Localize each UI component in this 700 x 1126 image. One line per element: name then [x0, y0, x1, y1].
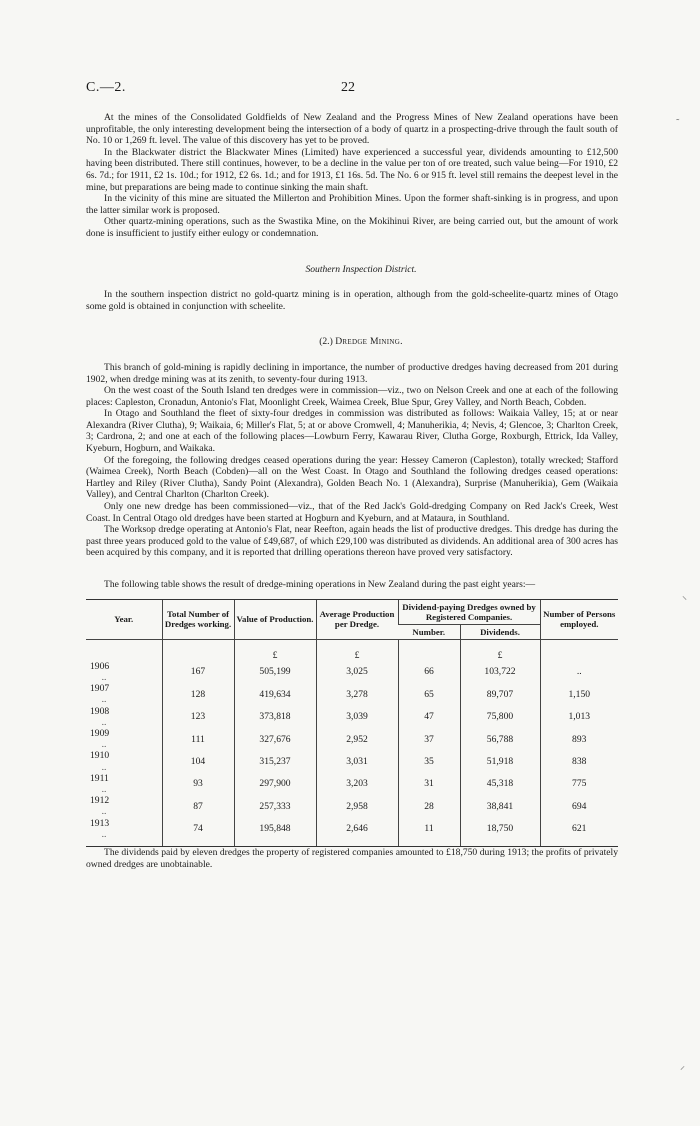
- cell-persons: 621: [540, 818, 618, 847]
- cell-year: 1911: [90, 772, 109, 784]
- header-dividends: Dividends.: [460, 624, 540, 639]
- cell-total: 87: [162, 795, 234, 817]
- units-row: [86, 639, 618, 661]
- paragraph: In the southern inspection district no gold-quartz mining is in operation, although from the gold-scheelite-quartz mines of Otago some gold is obtained in conjunction with scheelite.: [86, 289, 618, 312]
- cell-dividends: 89,707: [460, 683, 540, 705]
- cell-value: 505,199: [234, 661, 316, 683]
- cell-number: 65: [398, 683, 460, 705]
- paragraph: On the west coast of the South Island ten dredges were in commission—viz., two on Nelson Creek and one at each of the following places: Capleston, Cronadun, Antonio's Flat, Moonlight Creek, Waimea Creek, Blue Spur, Grey Valley, and North Beach, Cobden.: [86, 385, 618, 408]
- leader-dots: ..: [101, 672, 107, 683]
- unit-symbol: £: [460, 639, 540, 661]
- cell-dividends: 45,318: [460, 773, 540, 795]
- section-title: Dredge Mining.: [335, 336, 403, 348]
- paragraph: The Worksop dredge operating at Antonio's Flat, near Reefton, again heads the list of productive dredges. This dredge has during the past three years produced gold to the value of £49,687, of which £29,100 was distributed as dividends. An additional area of 300 acres has been acquired by this company, and it is reported that drilling operations thereon have proved very satisfactory.: [86, 524, 618, 559]
- report-code: C.—2.: [86, 80, 126, 95]
- leader-dots: ..: [101, 828, 107, 840]
- cell-average: 3,031: [316, 750, 398, 772]
- leader-dots: ..: [101, 784, 107, 796]
- cell-value: 257,333: [234, 795, 316, 817]
- cell-persons: 1,013: [540, 706, 618, 728]
- cell-total: 93: [162, 773, 234, 795]
- cell-persons: 838: [540, 750, 618, 772]
- unit-symbol: £: [316, 639, 398, 661]
- paragraph: In the vicinity of this mine are situated the Millerton and Prohibition Mines. Upon the former shaft-sinking is in progress, and upon the latter similar work is proposed.: [86, 193, 618, 216]
- cell-number: 66: [398, 661, 460, 683]
- cell-total: 111: [162, 728, 234, 750]
- cell-value: 327,676: [234, 728, 316, 750]
- cell-average: 2,958: [316, 795, 398, 817]
- cell-persons: 694: [540, 795, 618, 817]
- margin-mark: ⸝: [680, 1061, 685, 1072]
- cell-average: 3,278: [316, 683, 398, 705]
- cell-year: 1912: [90, 795, 110, 807]
- cell-year: 1906: [90, 660, 110, 672]
- paragraph: At the mines of the Consolidated Goldfields of New Zealand and the Progress Mines of New Zealand operations have been unprofitable, the only interesting development being the intersection of a body of quartz in a prospecting-drive through the fault south of No. 10 or 1,269 ft. level. The value of this discovery has yet to be proved.: [86, 112, 618, 147]
- margin-mark: ˜: [676, 118, 680, 129]
- table-row: [86, 683, 618, 705]
- table-row: [86, 750, 618, 772]
- leader-dots: ..: [101, 806, 107, 818]
- page-number: 22: [341, 80, 355, 95]
- header-average: Average Production per Dredge.: [316, 599, 398, 639]
- southern-district-heading: Southern Inspection District.: [305, 263, 417, 275]
- header-dividend-group: Dividend-paying Dredges owned by Registered Companies.: [398, 599, 540, 624]
- cell-value: 315,237: [234, 750, 316, 772]
- leader-dots: ..: [101, 761, 107, 773]
- closing-paragraph: The dividends paid by eleven dredges the property of registered companies amounted to £18,750 during 1913; the profits of privately owned dredges are unobtainable.: [86, 847, 618, 870]
- cell-persons: ..: [540, 661, 618, 683]
- paragraph: Other quartz-mining operations, such as the Swastika Mine, on the Mokihinui River, are being carried out, but the amount of work done is insufficient to justify either eulogy or condemnation.: [86, 216, 618, 239]
- header-year: Year.: [86, 599, 162, 639]
- cell-dividends: 103,722: [460, 661, 540, 683]
- cell-average: 2,646: [316, 818, 398, 847]
- paragraph: This branch of gold-mining is rapidly declining in importance, the number of productive dredges having decreased from 201 during 1902, when dredge mining was at its zenith, to seventy-four during 1913.: [86, 361, 618, 385]
- cell-number: 35: [398, 750, 460, 772]
- cell-dividends: 38,841: [460, 795, 540, 817]
- cell-persons: 1,150: [540, 683, 618, 705]
- cell-number: 28: [398, 795, 460, 817]
- section-number: (2.): [319, 336, 333, 348]
- cell-average: 2,952: [316, 728, 398, 750]
- cell-total: 128: [162, 683, 234, 705]
- cell-value: 373,818: [234, 706, 316, 728]
- unit-symbol: £: [234, 639, 316, 661]
- cell-dividends: 51,918: [460, 750, 540, 772]
- cell-total: 167: [162, 661, 234, 683]
- cell-number: 47: [398, 706, 460, 728]
- table-row: [86, 773, 618, 795]
- table-row: [86, 661, 618, 683]
- cell-average: 3,203: [316, 773, 398, 795]
- paragraph: Only one new dredge has been commissioned—viz., that of the Red Jack's Gold-dredging Company on Red Jack's Creek, West Coast. In Central Otago old dredges have been started at Hogburn and Kyeburn, and at Mataura, in Southland.: [86, 501, 618, 524]
- cell-average: 3,039: [316, 706, 398, 728]
- cell-average: 3,025: [316, 661, 398, 683]
- header-number: Number.: [398, 624, 460, 639]
- leader-dots: ..: [101, 694, 107, 706]
- cell-persons: 893: [540, 728, 618, 750]
- header-total-dredges: Total Number of Dredges working.: [162, 599, 234, 639]
- body-text: [86, 112, 618, 870]
- page-header: [86, 80, 616, 102]
- cell-value: 419,634: [234, 683, 316, 705]
- cell-year: 1907: [90, 683, 110, 695]
- cell-total: 104: [162, 750, 234, 772]
- paragraph: In Otago and Southland the fleet of sixty-four dredges in commission was distributed as follows: Waikaia Valley, 15; at or near Alexandra (River Clutha), 9; Waikaia, 6; Miller's Flat, 5; at or above Cromwell, 4; Manuherikia, 4; Nevis, 4; Glencoe, 3; Charlton Creek, 3; Cardrona, 2; and one at each of the following places—Lowburn Ferry, Kawarau River, Clutha Gorge, Roxburgh, Ettrick, Ida Valley, Kyeburn, Hogburn, and Waikaka.: [86, 408, 618, 455]
- paragraph: Of the foregoing, the following dredges ceased operations during the year: Hessey Cameron (Capleston), totally wrecked; Stafford (Waimea Creek), North Beach (Cobden)—all on the West Coast. In Otago and Southland the following dredges ceased operations: Hartley and Riley (River Clutha), Sandy Point (Alexandra), Golden Beach No. 1 (Alexandra), Surprise (Manuherikia), Gem (Waikaia Valley), and Central Charlton (Charlton Creek).: [86, 454, 618, 501]
- cell-number: 37: [398, 728, 460, 750]
- paragraph: The following table shows the result of dredge-mining operations in New Zealand during the past eight years:—: [104, 579, 536, 590]
- cell-number: 11: [398, 818, 460, 847]
- table-row: [86, 818, 618, 847]
- cell-dividends: 56,788: [460, 728, 540, 750]
- cell-total: 74: [162, 818, 234, 847]
- cell-year: 1910: [90, 750, 110, 762]
- cell-value: 195,848: [234, 818, 316, 847]
- table-row: [86, 706, 618, 728]
- leader-dots: ..: [101, 716, 107, 728]
- paragraph: In the Blackwater district the Blackwater Mines (Limited) have experienced a successful year, dividends amounting to £12,500 having been distributed. There still continues, however, to be a decline in the value per ton of ore treated, such value being—For 1910, £2 6s. 7d.; for 1911, £2 1s. 10d.; for 1912, £2 6s. 1d.; and for 1913, £1 16s. 5d. The No. 6 or 915 ft. level still remains the deepest level in the mine, but preparations are being made to continue sinking the main shaft.: [86, 146, 618, 193]
- header-value: Value of Production.: [234, 599, 316, 639]
- cell-dividends: 75,800: [460, 706, 540, 728]
- table-row: [86, 795, 618, 817]
- cell-dividends: 18,750: [460, 818, 540, 847]
- cell-persons: 775: [540, 773, 618, 795]
- leader-dots: ..: [101, 739, 107, 751]
- dredge-mining-heading: [86, 336, 618, 348]
- cell-number: 31: [398, 773, 460, 795]
- cell-year: 1908: [90, 705, 110, 717]
- cell-year: 1909: [90, 728, 110, 740]
- cell-year: 1913: [90, 817, 110, 829]
- table-row: [86, 728, 618, 750]
- header-persons: Number of Persons employed.: [540, 599, 618, 639]
- margin-mark: ⸜: [682, 591, 687, 602]
- cell-value: 297,900: [234, 773, 316, 795]
- dredge-mining-table: [86, 599, 618, 847]
- cell-total: 123: [162, 706, 234, 728]
